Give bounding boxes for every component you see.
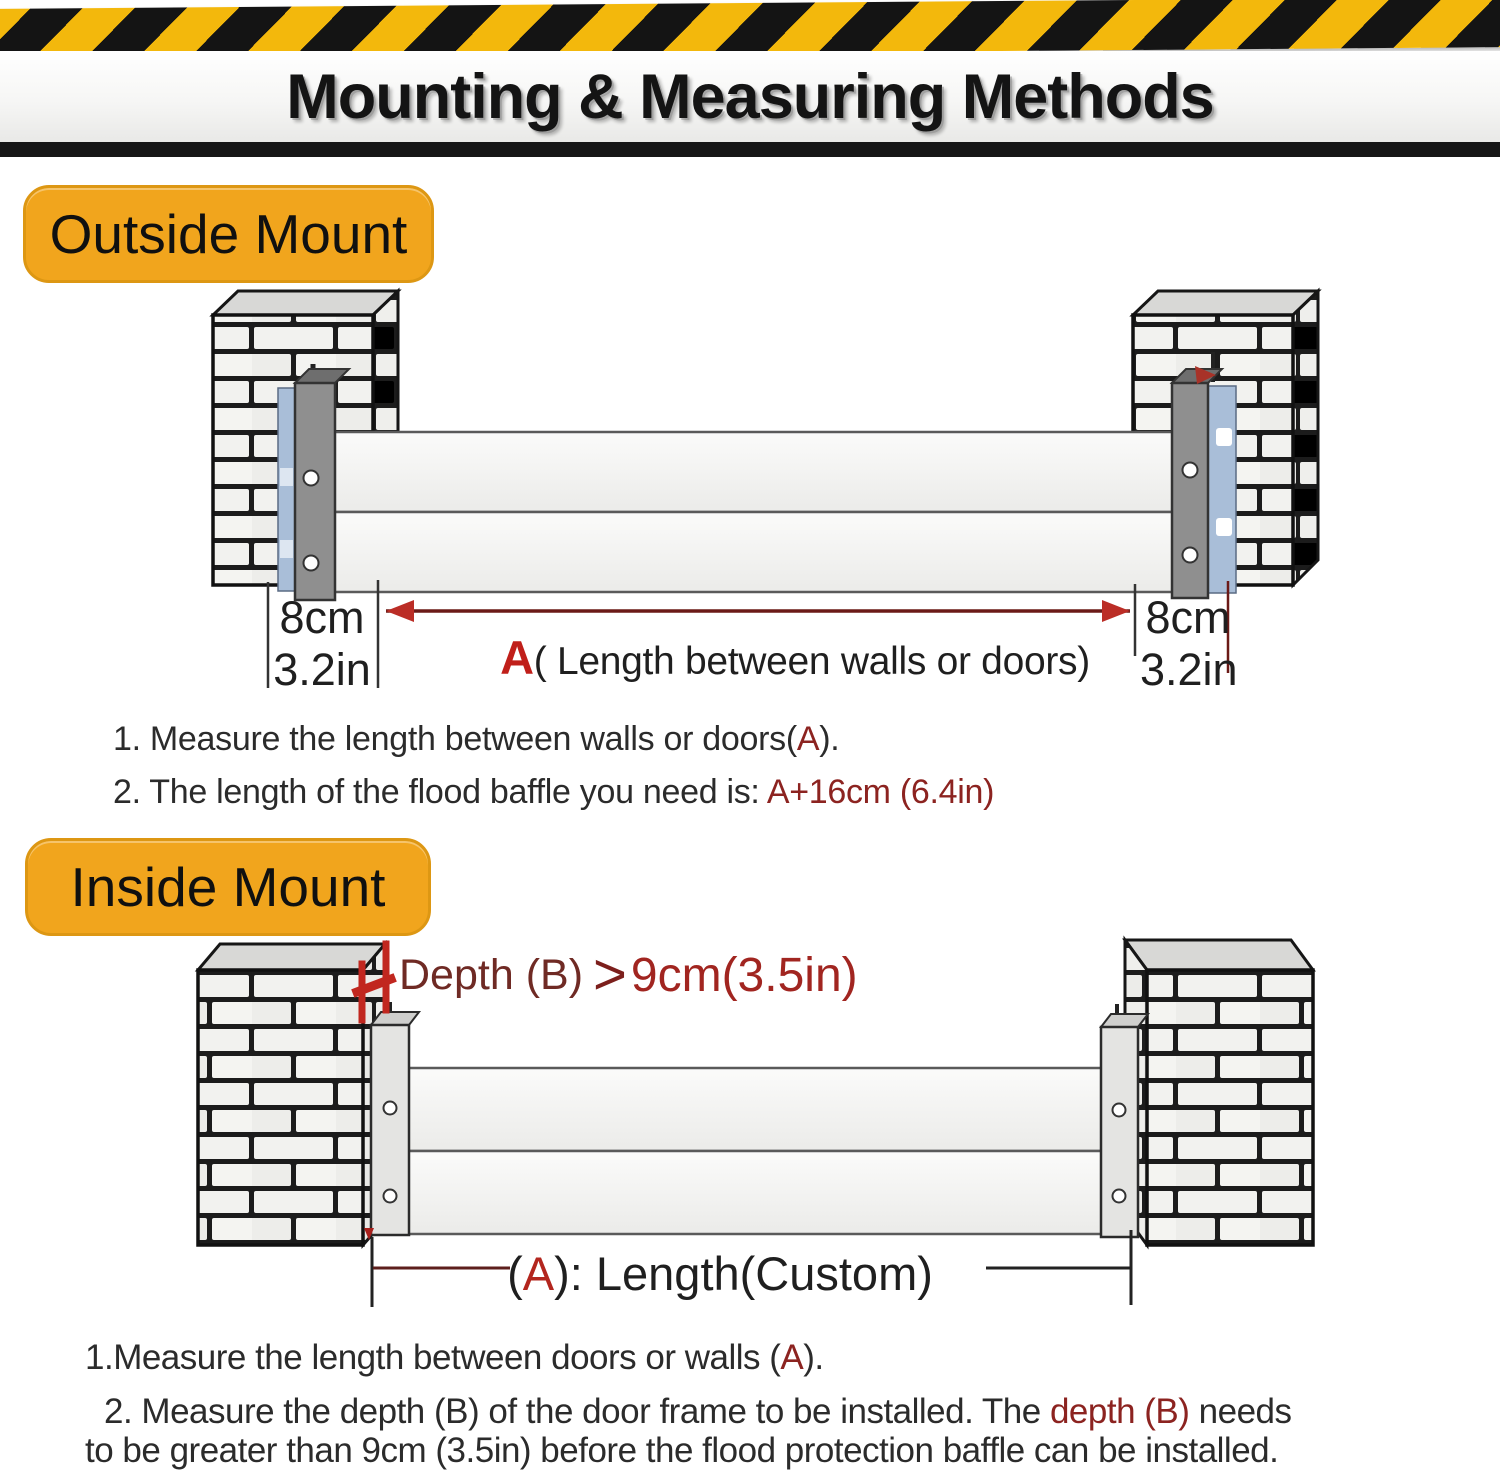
greater-than-symbol: > <box>593 942 627 1007</box>
title-band <box>0 51 1500 142</box>
outside-right-offset-in: 3.2in <box>1140 644 1238 695</box>
outside-mount-label <box>23 185 434 283</box>
outside-step-2: 2. The length of the flood baffle you need is: A+16cm (6.4in) <box>113 773 995 811</box>
inside-right-pillar <box>1125 940 1313 1245</box>
length-letter-a: A <box>522 1247 555 1300</box>
inside-mount-label-text: Inside Mount <box>70 856 386 918</box>
inside-mount-label <box>25 838 431 936</box>
outside-right-offset-cm: 8cm <box>1145 592 1231 643</box>
outside-span-label <box>440 630 1150 685</box>
page-title: Mounting & Measuring Methods <box>286 61 1214 132</box>
depth-annotation <box>399 942 858 1007</box>
header-divider-bar <box>0 142 1500 157</box>
outside-right-offset <box>1140 592 1236 696</box>
flood-baffle-inside <box>405 1068 1105 1234</box>
outside-left-offset-in: 3.2in <box>273 644 371 695</box>
outside-span-arrow <box>386 600 1130 622</box>
outside-right-bracket <box>1172 352 1236 598</box>
span-label-text: ( Length between walls or doors) <box>533 640 1090 683</box>
span-letter-a: A <box>500 631 534 684</box>
outside-step-1: 1. Measure the length between walls or doors(A). <box>113 720 840 758</box>
outside-left-offset-cm: 8cm <box>279 592 365 643</box>
inside-length-label: (A): Length(Custom) <box>507 1247 933 1300</box>
inside-step-1: 1.Measure the length between doors or walls (A). <box>85 1338 824 1377</box>
depth-label: Depth (B) <box>399 950 584 999</box>
depth-value: 9cm(3.5in) <box>630 948 858 1002</box>
outside-left-offset <box>264 592 380 696</box>
inside-step-2-line2: to be greater than 9cm (3.5in) before the flood protection baffle can be installed. <box>85 1431 1279 1470</box>
outside-mount-label-text: Outside Mount <box>49 203 408 265</box>
inside-step-2-line1: 2. Measure the depth (B) of the door frame to be installed. The depth (B) needs <box>104 1392 1292 1431</box>
flood-baffle-outside <box>333 432 1178 592</box>
